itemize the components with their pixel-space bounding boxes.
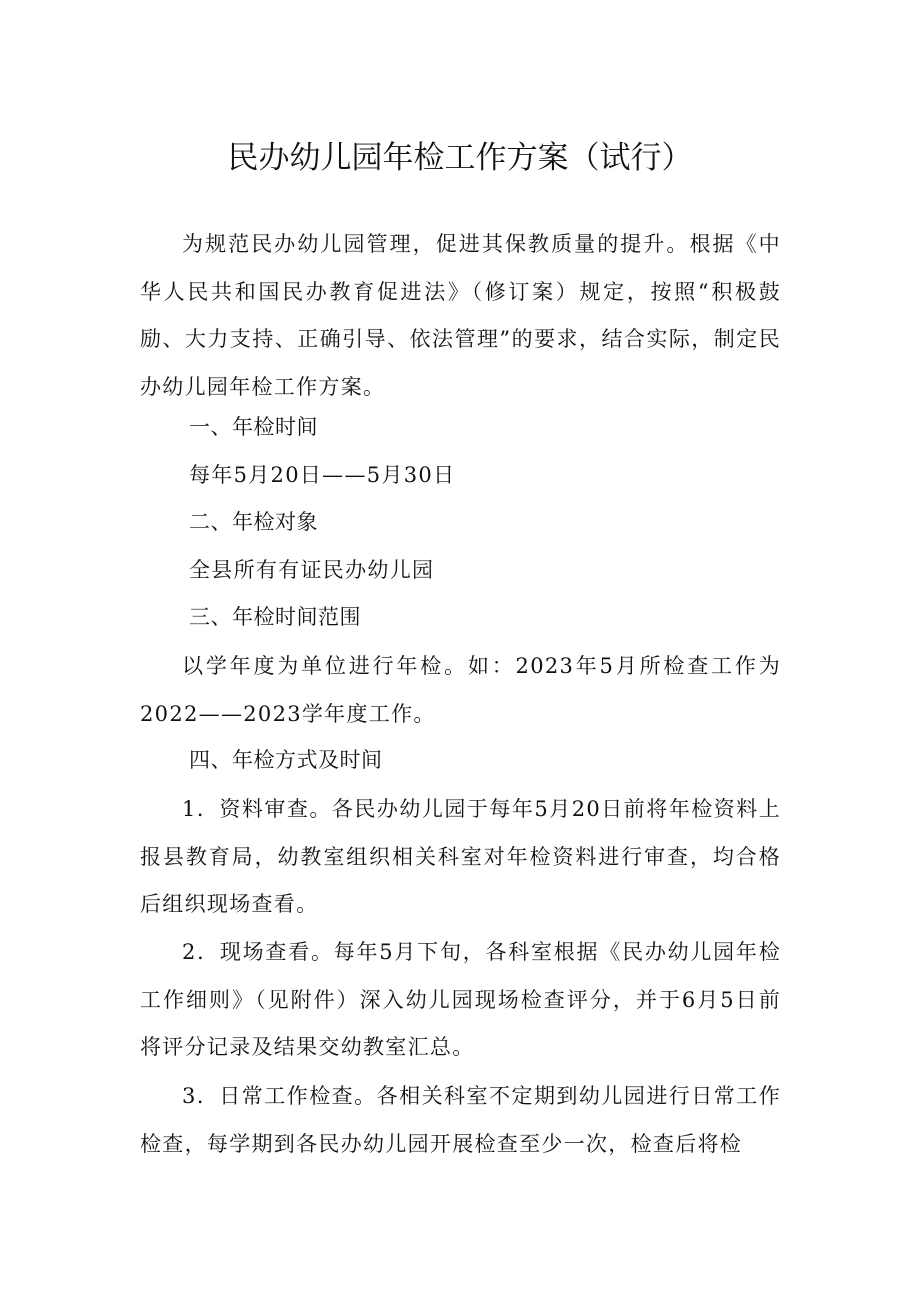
intro-paragraph: 为规范民办幼儿园管理，促进其保教质量的提升。根据《中华人民共和国民办教育促进法》（修订案）规定，按照“积极鼓励、大力支持、正确引导、依法管理”的要求，结合实际，制定民办幼儿园年检工作方案。 [140, 232, 781, 399]
section-1-heading: 一、年检时间 [189, 415, 318, 439]
section-1-text: 每年5月20日——5月30日 [189, 463, 456, 487]
section-2-heading: 二、年检对象 [189, 510, 318, 534]
section-2-text: 全县所有有证民办幼儿园 [189, 558, 435, 582]
document-title: 民办幼儿园年检工作方案（试行） [227, 140, 693, 176]
section-4-item-3: 3．日常工作检查。各相关科室不定期到幼儿园进行日常工作检查，每学期到各民办幼儿园开展检查至少一次，检查后将检 [140, 1084, 781, 1156]
section-4-heading: 四、年检方式及时间 [189, 748, 383, 772]
section-3-heading: 三、年检时间范围 [189, 605, 361, 629]
section-4-item-2: 2．现场查看。每年5月下旬，各科室根据《民办幼儿园年检工作细则》（见附件）深入幼儿园现场检查评分，并于6月5日前将评分记录及结果交幼教室汇总。 [140, 940, 781, 1059]
section-4-item-1: 1．资料审查。各民办幼儿园于每年5月20日前将年检资料上报县教育局，幼教室组织相关科室对年检资料进行审查，均合格后组织现场查看。 [140, 797, 781, 916]
section-3-text: 以学年度为单位进行年检。如：2023年5月所检查工作为2022——2023学年度工作。 [140, 654, 781, 726]
